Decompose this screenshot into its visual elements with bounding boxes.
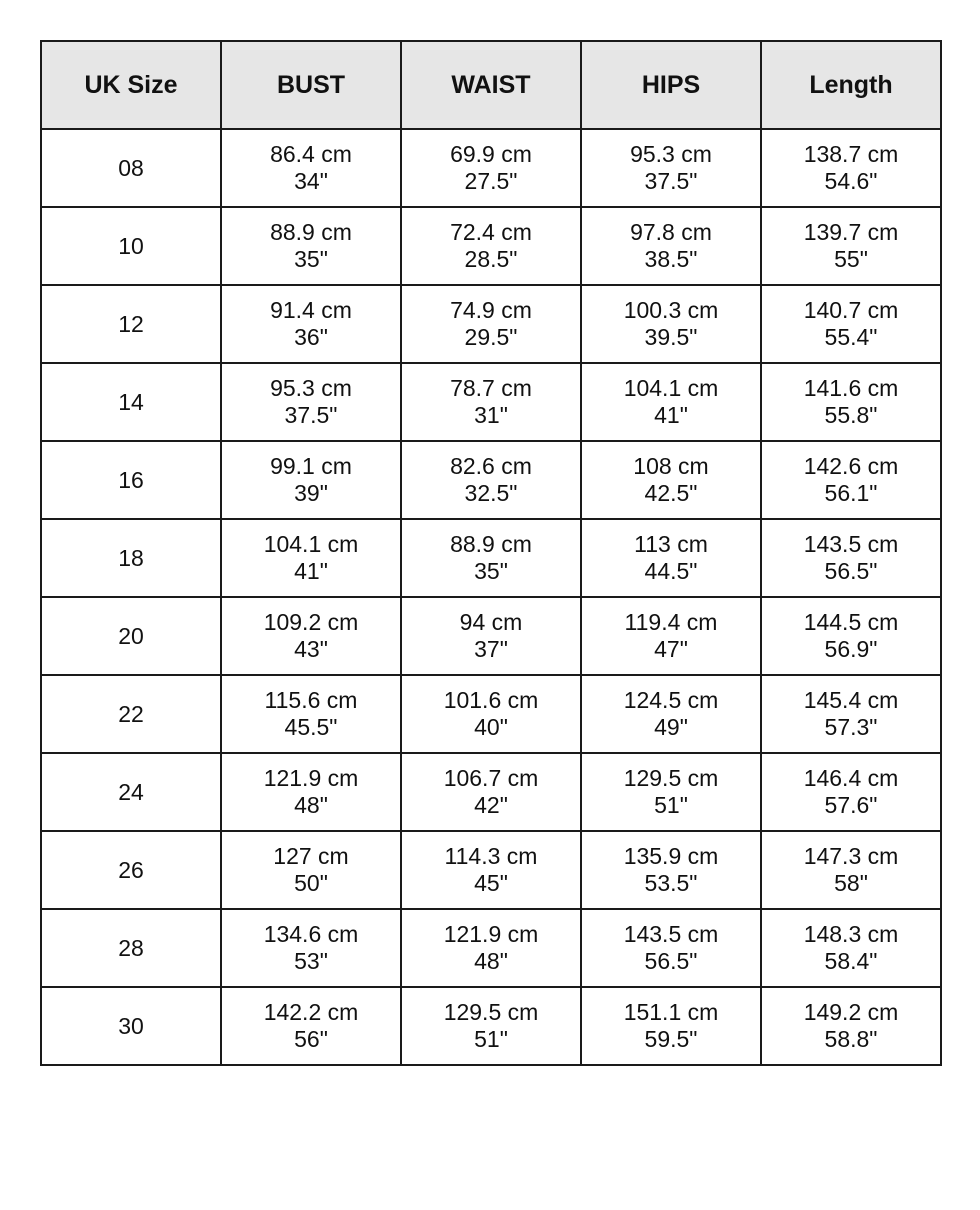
bust-cm-value: 91.4 cm (270, 297, 352, 323)
bust-inch-value: 35" (294, 246, 328, 272)
header-waist: WAIST (401, 41, 581, 129)
uk-size-cell: 30 (41, 987, 221, 1065)
length-inch-value: 56.1" (824, 480, 878, 506)
length-cell (761, 441, 941, 519)
waist-inch-value: 27.5" (464, 168, 518, 194)
table-row (41, 675, 941, 753)
waist-inch-value: 37" (474, 636, 508, 662)
waist-cm-value: 88.9 cm (450, 531, 532, 557)
waist-cell (401, 831, 581, 909)
waist-cell (401, 597, 581, 675)
waist-cm-value: 121.9 cm (443, 921, 539, 947)
hips-inch-value: 59.5" (644, 1026, 698, 1052)
hips-cm-value: 129.5 cm (623, 765, 719, 791)
length-cm-value: 140.7 cm (803, 297, 899, 323)
bust-cm-value: 95.3 cm (270, 375, 352, 401)
length-inch-value: 55.4" (824, 324, 878, 350)
bust-inch-value: 37.5" (284, 402, 338, 428)
waist-cm-value: 78.7 cm (450, 375, 532, 401)
bust-inch-value: 43" (294, 636, 328, 662)
waist-inch-value: 40" (474, 714, 508, 740)
length-cm-value: 145.4 cm (803, 687, 899, 713)
hips-cm-value: 97.8 cm (630, 219, 712, 245)
hips-cm-value: 113 cm (634, 531, 708, 557)
bust-cm-value: 134.6 cm (263, 921, 359, 947)
table-row (41, 831, 941, 909)
hips-cell (581, 597, 761, 675)
hips-cell (581, 441, 761, 519)
hips-inch-value: 39.5" (644, 324, 698, 350)
bust-cell (221, 519, 401, 597)
table-row (41, 597, 941, 675)
bust-inch-value: 56" (294, 1026, 328, 1052)
table-row (41, 909, 941, 987)
length-cell (761, 831, 941, 909)
hips-inch-value: 51" (654, 792, 688, 818)
waist-inch-value: 29.5" (464, 324, 518, 350)
hips-cm-value: 100.3 cm (623, 297, 719, 323)
length-cm-value: 138.7 cm (803, 141, 899, 167)
length-cm-value: 149.2 cm (803, 999, 899, 1025)
bust-cell (221, 753, 401, 831)
hips-inch-value: 42.5" (644, 480, 698, 506)
waist-cell (401, 363, 581, 441)
length-inch-value: 56.9" (824, 636, 878, 662)
hips-inch-value: 47" (654, 636, 688, 662)
waist-cm-value: 82.6 cm (450, 453, 532, 479)
uk-size-cell: 08 (41, 129, 221, 207)
bust-inch-value: 41" (294, 558, 328, 584)
waist-cm-value: 69.9 cm (450, 141, 532, 167)
uk-size-cell: 18 (41, 519, 221, 597)
header-row (41, 41, 941, 129)
length-cm-value: 139.7 cm (803, 219, 899, 245)
waist-inch-value: 51" (474, 1026, 508, 1052)
hips-cm-value: 108 cm (633, 453, 709, 479)
table-row (41, 129, 941, 207)
length-cm-value: 144.5 cm (803, 609, 899, 635)
length-cm-value: 143.5 cm (803, 531, 899, 557)
uk-size-cell: 26 (41, 831, 221, 909)
hips-inch-value: 38.5" (644, 246, 698, 272)
hips-cell (581, 363, 761, 441)
uk-size-cell: 22 (41, 675, 221, 753)
bust-cm-value: 142.2 cm (263, 999, 359, 1025)
length-cm-value: 141.6 cm (803, 375, 899, 401)
waist-inch-value: 42" (474, 792, 508, 818)
waist-inch-value: 35" (474, 558, 508, 584)
length-cell (761, 909, 941, 987)
waist-inch-value: 45" (474, 870, 508, 896)
uk-size-cell: 12 (41, 285, 221, 363)
header-bust: BUST (221, 41, 401, 129)
waist-inch-value: 31" (474, 402, 508, 428)
hips-inch-value: 37.5" (644, 168, 698, 194)
uk-size-cell: 14 (41, 363, 221, 441)
waist-cell (401, 129, 581, 207)
hips-cell (581, 207, 761, 285)
bust-cm-value: 121.9 cm (263, 765, 359, 791)
bust-cell (221, 675, 401, 753)
bust-inch-value: 45.5" (284, 714, 338, 740)
waist-cell (401, 441, 581, 519)
waist-cell (401, 285, 581, 363)
uk-size-cell: 28 (41, 909, 221, 987)
waist-cm-value: 101.6 cm (443, 687, 539, 713)
bust-cell (221, 909, 401, 987)
waist-inch-value: 48" (474, 948, 508, 974)
bust-inch-value: 39" (294, 480, 328, 506)
waist-cell (401, 753, 581, 831)
waist-cm-value: 129.5 cm (443, 999, 539, 1025)
hips-cell (581, 675, 761, 753)
hips-cm-value: 151.1 cm (623, 999, 719, 1025)
bust-cell (221, 597, 401, 675)
waist-cm-value: 72.4 cm (450, 219, 532, 245)
header-hips: HIPS (581, 41, 761, 129)
bust-cell (221, 363, 401, 441)
table-row (41, 519, 941, 597)
bust-cm-value: 86.4 cm (270, 141, 352, 167)
length-inch-value: 56.5" (824, 558, 878, 584)
table-row (41, 753, 941, 831)
bust-inch-value: 36" (294, 324, 328, 350)
hips-cell (581, 129, 761, 207)
length-inch-value: 57.6" (824, 792, 878, 818)
size-chart-header (41, 41, 941, 129)
length-cell (761, 675, 941, 753)
uk-size-cell: 16 (41, 441, 221, 519)
bust-cm-value: 115.6 cm (264, 687, 358, 713)
size-chart-table (40, 40, 942, 1066)
size-chart-body (41, 129, 941, 1065)
bust-cell (221, 831, 401, 909)
hips-inch-value: 49" (654, 714, 688, 740)
length-cm-value: 147.3 cm (803, 843, 899, 869)
hips-cell (581, 753, 761, 831)
waist-cm-value: 114.3 cm (444, 843, 538, 869)
waist-cell (401, 519, 581, 597)
hips-cell (581, 987, 761, 1065)
waist-cell (401, 675, 581, 753)
hips-cell (581, 909, 761, 987)
waist-cm-value: 106.7 cm (443, 765, 539, 791)
length-cm-value: 142.6 cm (803, 453, 899, 479)
bust-cell (221, 207, 401, 285)
bust-cell (221, 129, 401, 207)
hips-cm-value: 119.4 cm (624, 609, 718, 635)
bust-cell (221, 285, 401, 363)
hips-inch-value: 41" (654, 402, 688, 428)
uk-size-cell: 20 (41, 597, 221, 675)
table-row (41, 285, 941, 363)
waist-inch-value: 28.5" (464, 246, 518, 272)
bust-cm-value: 109.2 cm (263, 609, 359, 635)
length-inch-value: 58.4" (824, 948, 878, 974)
length-cell (761, 285, 941, 363)
table-row (41, 207, 941, 285)
bust-cell (221, 441, 401, 519)
hips-cell (581, 285, 761, 363)
hips-cm-value: 143.5 cm (623, 921, 719, 947)
hips-cm-value: 104.1 cm (623, 375, 719, 401)
table-row (41, 363, 941, 441)
length-inch-value: 55.8" (824, 402, 878, 428)
length-inch-value: 58.8" (824, 1026, 878, 1052)
uk-size-cell: 10 (41, 207, 221, 285)
bust-inch-value: 50" (294, 870, 328, 896)
waist-cm-value: 74.9 cm (450, 297, 532, 323)
hips-inch-value: 53.5" (644, 870, 698, 896)
hips-inch-value: 56.5" (644, 948, 698, 974)
length-cell (761, 597, 941, 675)
length-cell (761, 207, 941, 285)
length-cell (761, 519, 941, 597)
hips-cell (581, 831, 761, 909)
hips-cm-value: 95.3 cm (630, 141, 712, 167)
length-cell (761, 363, 941, 441)
bust-cm-value: 99.1 cm (270, 453, 352, 479)
bust-inch-value: 53" (294, 948, 328, 974)
length-inch-value: 57.3" (824, 714, 878, 740)
length-cell (761, 129, 941, 207)
bust-inch-value: 48" (294, 792, 328, 818)
hips-inch-value: 44.5" (644, 558, 698, 584)
hips-cell (581, 519, 761, 597)
bust-inch-value: 34" (294, 168, 328, 194)
length-inch-value: 55" (834, 246, 868, 272)
length-cell (761, 753, 941, 831)
length-inch-value: 54.6" (824, 168, 878, 194)
length-cell (761, 987, 941, 1065)
waist-cell (401, 207, 581, 285)
length-cm-value: 148.3 cm (803, 921, 899, 947)
bust-cm-value: 127 cm (273, 843, 349, 869)
waist-cell (401, 987, 581, 1065)
length-cm-value: 146.4 cm (803, 765, 899, 791)
header-uk-size: UK Size (41, 41, 221, 129)
bust-cell (221, 987, 401, 1065)
hips-cm-value: 135.9 cm (623, 843, 719, 869)
table-row (41, 441, 941, 519)
length-inch-value: 58" (834, 870, 868, 896)
waist-cm-value: 94 cm (459, 609, 523, 635)
header-length: Length (761, 41, 941, 129)
waist-inch-value: 32.5" (464, 480, 518, 506)
waist-cell (401, 909, 581, 987)
hips-cm-value: 124.5 cm (623, 687, 719, 713)
bust-cm-value: 88.9 cm (270, 219, 352, 245)
table-row (41, 987, 941, 1065)
uk-size-cell: 24 (41, 753, 221, 831)
bust-cm-value: 104.1 cm (263, 531, 359, 557)
